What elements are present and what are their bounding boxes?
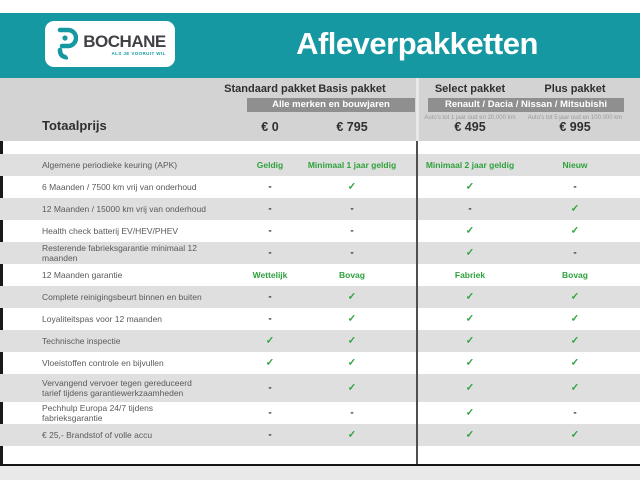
cell-select: ✓ bbox=[465, 429, 475, 441]
table-row bbox=[0, 176, 640, 198]
bochane-pin-icon bbox=[54, 27, 78, 61]
table-row bbox=[0, 242, 640, 264]
package-header-band bbox=[0, 78, 640, 141]
row-label: 12 Maanden / 15000 km vrij van onderhoud bbox=[42, 204, 206, 214]
cell-select: Minimaal 2 jaar geldig bbox=[425, 160, 515, 170]
column-header-basis: Basis pakket bbox=[318, 83, 386, 95]
cell-plus: Bovag bbox=[562, 270, 588, 280]
cell-select: ✓ bbox=[465, 291, 475, 303]
table-row bbox=[0, 264, 640, 286]
cell-select: ✓ bbox=[465, 335, 475, 347]
cell-plus: ✓ bbox=[570, 313, 580, 325]
row-label: Health check batterij EV/HEV/PHEV bbox=[42, 226, 179, 236]
cell-standaard: - bbox=[268, 291, 272, 303]
table-bottom-spacer bbox=[0, 446, 640, 464]
cell-plus: - bbox=[573, 247, 577, 259]
cell-select: Fabriek bbox=[454, 270, 486, 280]
price-select: € 495 bbox=[454, 120, 486, 134]
group-badge-renault-group: Renault / Dacia / Nissan / Mitsubishi bbox=[428, 98, 624, 112]
row-label: Resterende fabrieksgarantie minimaal 12 maanden bbox=[42, 243, 197, 263]
row-label: € 25,- Brandstof of volle accu bbox=[42, 430, 153, 440]
table-row bbox=[0, 154, 640, 176]
total-price-label: Totaalprijs bbox=[42, 118, 107, 133]
table-row bbox=[0, 330, 640, 352]
cell-select: ✓ bbox=[465, 382, 475, 394]
cell-standaard: - bbox=[268, 247, 272, 259]
cell-basis: ✓ bbox=[347, 313, 357, 325]
cell-standaard: Wettelijk bbox=[252, 270, 288, 280]
row-label: Complete reinigingsbeurt binnen en buiten bbox=[42, 292, 202, 302]
cell-select: ✓ bbox=[465, 225, 475, 237]
table-row bbox=[0, 424, 640, 446]
table-row bbox=[0, 220, 640, 242]
column-note-select: Auto's tot 1 jaar oud en 20.000 km bbox=[424, 115, 516, 121]
column-header-standaard: Standaard pakket bbox=[224, 83, 316, 95]
cell-plus: - bbox=[573, 181, 577, 193]
cell-plus: - bbox=[573, 407, 577, 419]
cell-select: - bbox=[468, 203, 472, 215]
cell-plus: Nieuw bbox=[562, 160, 588, 170]
cell-basis: ✓ bbox=[347, 291, 357, 303]
cell-basis: Bovag bbox=[339, 270, 365, 280]
logo-tagline: ALS JE VOORUIT WIL bbox=[111, 50, 166, 56]
column-header-plus: Plus pakket bbox=[544, 83, 606, 95]
column-header-select: Select pakket bbox=[434, 83, 506, 95]
cell-basis: ✓ bbox=[347, 335, 357, 347]
cell-plus: ✓ bbox=[570, 291, 580, 303]
feature-table bbox=[0, 141, 640, 464]
cell-plus: ✓ bbox=[570, 357, 580, 369]
cell-standaard: - bbox=[268, 313, 272, 325]
footer-strip bbox=[0, 466, 640, 480]
cell-select: ✓ bbox=[465, 247, 475, 259]
group-badge-all-brands: Alle merken en bouwjaren bbox=[247, 98, 415, 112]
cell-standaard: ✓ bbox=[265, 357, 275, 369]
cell-basis: - bbox=[350, 247, 354, 259]
row-label: Loyaliteitspas voor 12 maanden bbox=[42, 314, 163, 324]
cell-plus: ✓ bbox=[570, 429, 580, 441]
table-top-spacer bbox=[0, 141, 640, 154]
price-standaard: € 0 bbox=[261, 120, 279, 134]
cell-standaard: ✓ bbox=[265, 335, 275, 347]
page-title: Afleverpakketten bbox=[296, 26, 538, 61]
cell-standaard: - bbox=[268, 382, 272, 394]
header-group-divider bbox=[416, 78, 419, 141]
cell-select: ✓ bbox=[465, 313, 475, 325]
feature-rows bbox=[0, 154, 640, 446]
cell-basis: ✓ bbox=[347, 357, 357, 369]
row-label: 6 Maanden / 7500 km vrij van onderhoud bbox=[42, 182, 197, 192]
cell-basis: - bbox=[350, 225, 354, 237]
table-row bbox=[0, 374, 640, 402]
cell-standaard: - bbox=[268, 429, 272, 441]
price-plus: € 995 bbox=[559, 120, 591, 134]
bochane-logo bbox=[45, 21, 175, 67]
cell-basis: - bbox=[350, 203, 354, 215]
table-row bbox=[0, 402, 640, 424]
cell-standaard: - bbox=[268, 407, 272, 419]
row-label: 12 Maanden garantie bbox=[42, 270, 123, 280]
row-label: Vloeistoffen controle en bijvullen bbox=[42, 358, 164, 368]
table-row bbox=[0, 308, 640, 330]
table-row bbox=[0, 286, 640, 308]
logo-text-block bbox=[83, 33, 165, 56]
cell-basis: - bbox=[350, 407, 354, 419]
logo-wordmark: BOCHANE bbox=[83, 31, 166, 51]
cell-plus: ✓ bbox=[570, 382, 580, 394]
cell-basis: ✓ bbox=[347, 429, 357, 441]
cell-plus: ✓ bbox=[570, 203, 580, 215]
cell-select: ✓ bbox=[465, 357, 475, 369]
group-divider-line bbox=[416, 141, 418, 464]
column-note-plus: Auto's tot 5 jaar oud en 100.000 km bbox=[527, 115, 623, 121]
row-label: Technische inspectie bbox=[42, 336, 121, 346]
row-label: Algemene periodieke keuring (APK) bbox=[42, 160, 178, 170]
cell-basis: Minimaal 1 jaar geldig bbox=[307, 160, 397, 170]
cell-plus: ✓ bbox=[570, 225, 580, 237]
price-basis: € 795 bbox=[336, 120, 368, 134]
cell-standaard: Geldig bbox=[256, 160, 284, 170]
cell-standaard: - bbox=[268, 225, 272, 237]
cell-standaard: - bbox=[268, 203, 272, 215]
cell-basis: ✓ bbox=[347, 181, 357, 193]
cell-select: ✓ bbox=[465, 181, 475, 193]
cell-basis: ✓ bbox=[347, 382, 357, 394]
row-label: Vervangend vervoer tegen gereduceerd tarief tijdens garantiewerkzaamheden bbox=[42, 378, 192, 398]
cell-plus: ✓ bbox=[570, 335, 580, 347]
table-row bbox=[0, 198, 640, 220]
row-label: Pechhulp Europa 24/7 tijdens fabrieksgarantie bbox=[42, 403, 154, 423]
header-bar bbox=[0, 13, 640, 78]
table-row bbox=[0, 352, 640, 374]
cell-select: ✓ bbox=[465, 407, 475, 419]
cell-standaard: - bbox=[268, 181, 272, 193]
